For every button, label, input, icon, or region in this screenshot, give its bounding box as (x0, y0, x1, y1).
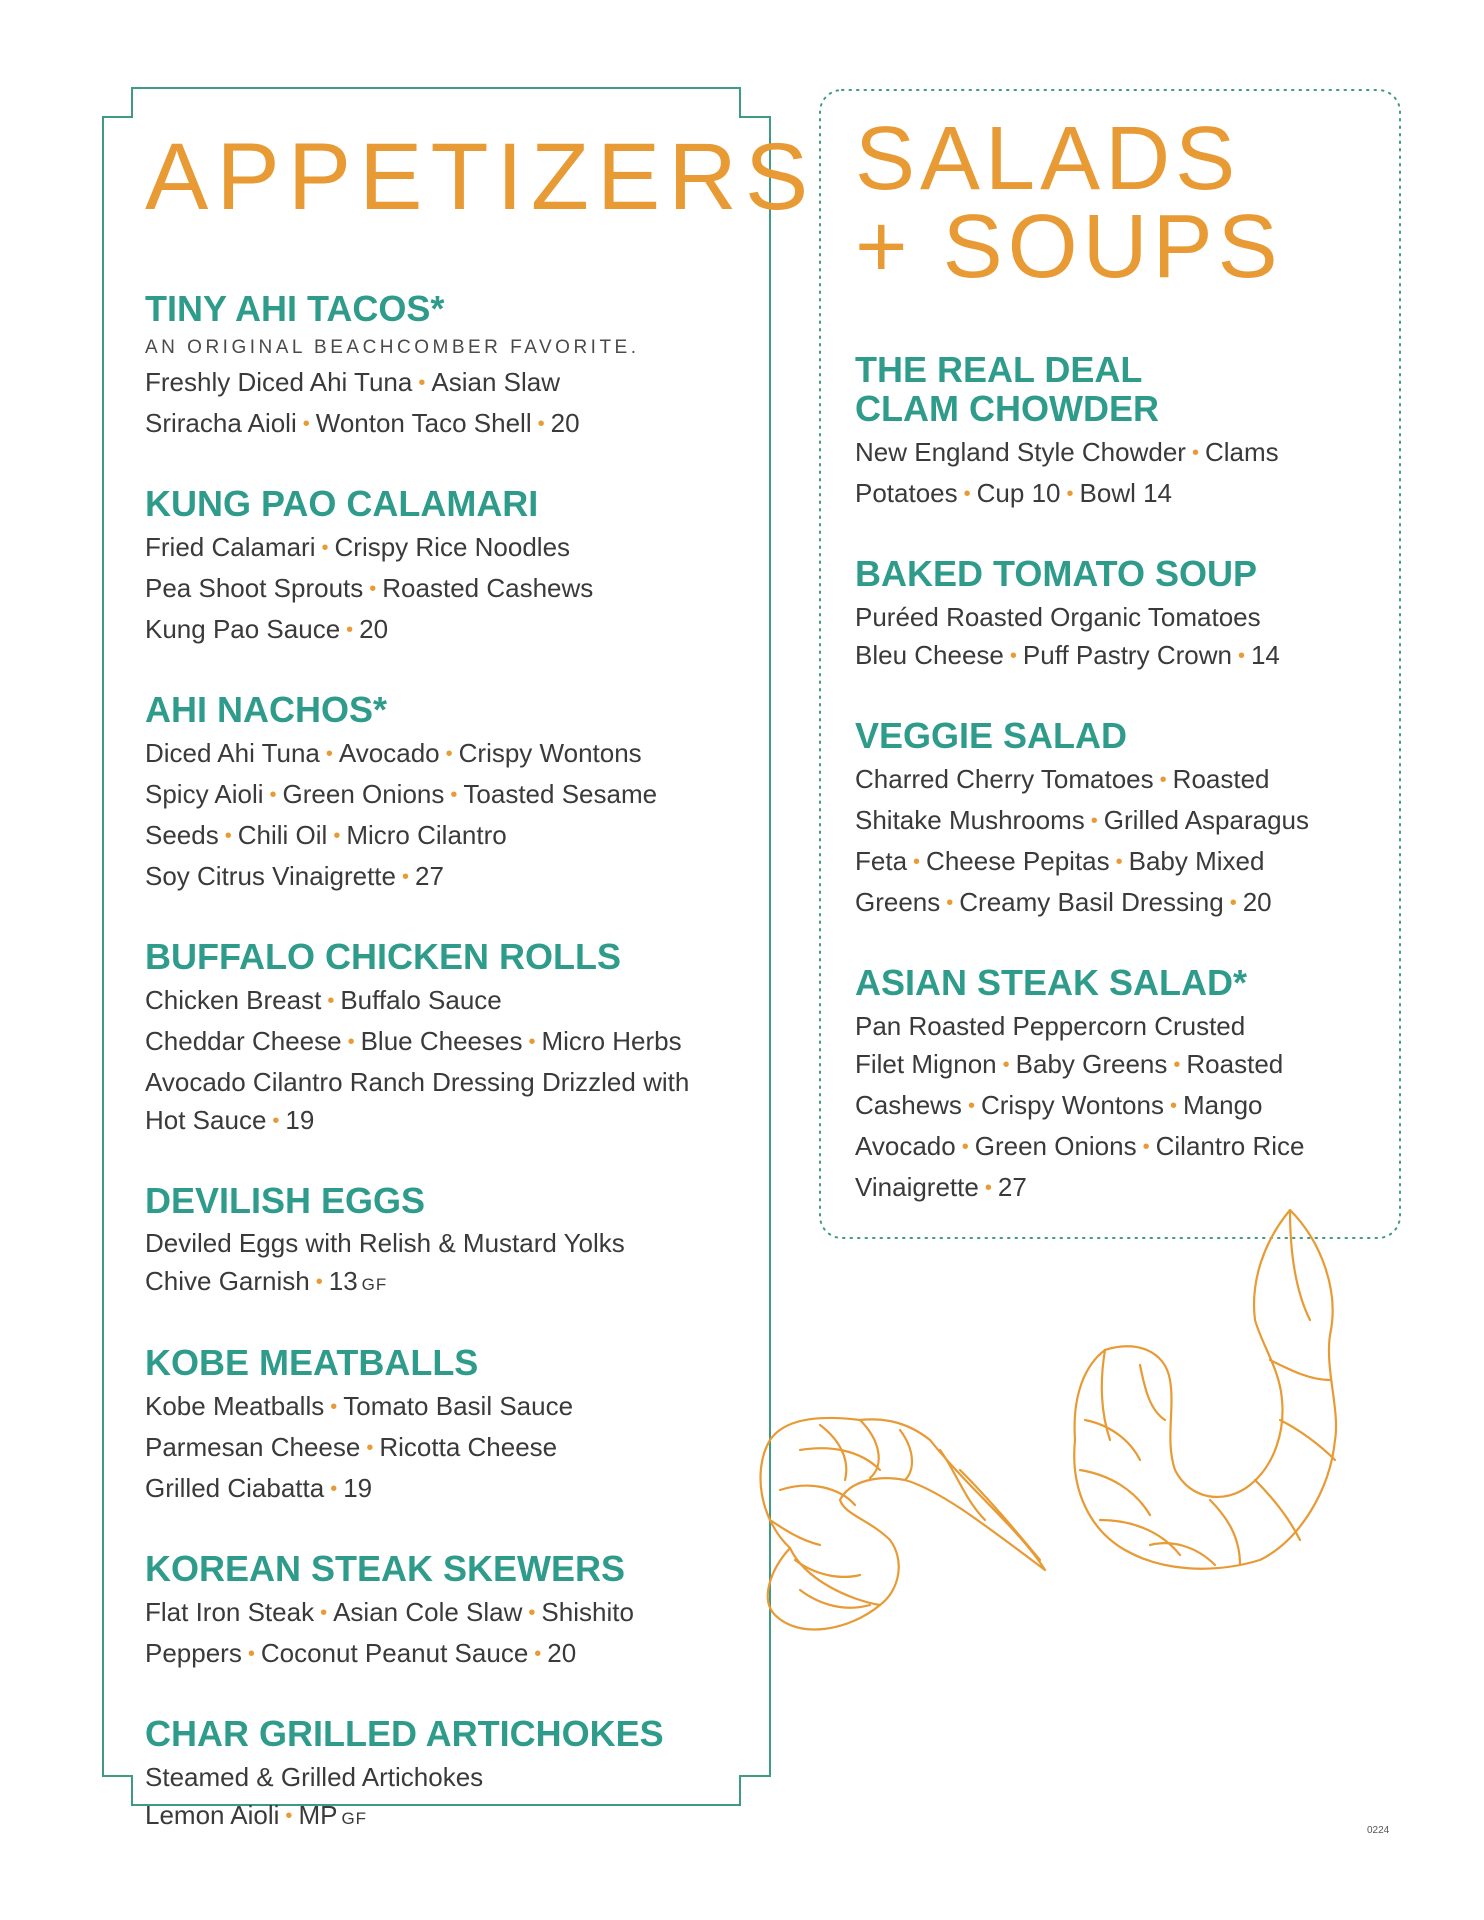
description-part: Green Onions (974, 1130, 1137, 1161)
description-line (855, 474, 1375, 515)
description-part: Cup 10 (976, 478, 1061, 509)
appetizers-list (145, 290, 745, 1838)
bullet-dot-icon: • (1009, 645, 1017, 667)
description-line (145, 1758, 745, 1796)
description-part: Grilled Asparagus (1103, 804, 1310, 835)
menu-item-name: TINY AHI TACOS* (145, 288, 445, 329)
menu-item (145, 935, 745, 1142)
description-part: 27 (997, 1171, 1027, 1202)
description-part: Freshly Diced Ahi Tuna (145, 366, 413, 397)
salads-soups-title (855, 109, 1375, 298)
description-part: 14 (1250, 640, 1280, 670)
bullet-dot-icon: • (1159, 768, 1167, 791)
description-line (855, 1045, 1375, 1086)
description-line (145, 1469, 745, 1510)
description-line (855, 1086, 1375, 1127)
menu-item-name: KOREAN STEAK SKEWERS (145, 1548, 626, 1590)
description-line (145, 610, 745, 651)
salads-soups-list (855, 351, 1375, 1208)
description-line (145, 1262, 745, 1304)
description-part: Hot Sauce (145, 1104, 267, 1135)
menu-item-name (855, 717, 1375, 756)
bullet-dot-icon: • (967, 1094, 975, 1117)
bullet-dot-icon: • (330, 1396, 338, 1419)
bullet-dot-icon: • (302, 412, 310, 435)
menu-code: 0224 (1367, 1825, 1390, 1836)
description-line (145, 1634, 745, 1675)
description-part: Crispy Wontons (980, 1089, 1164, 1120)
description-line (145, 363, 745, 404)
description-part: MP (298, 1800, 338, 1830)
description-part: Avocado (338, 737, 440, 768)
description-part: Deviled Eggs with Relish & Mustard Yolks (145, 1228, 625, 1259)
description-line (145, 775, 745, 816)
bullet-dot-icon: • (346, 618, 354, 641)
description-line (145, 857, 745, 898)
description-part: Bleu Cheese (855, 640, 1004, 670)
menu-item-name: DEVILISH EGGS (145, 1179, 426, 1221)
description-part: Mango (1183, 1089, 1263, 1120)
bullet-dot-icon: • (984, 1176, 992, 1199)
bullet-dot-icon: • (269, 783, 277, 806)
bullet-dot-icon: • (1237, 645, 1245, 667)
menu-item-tagline: AN ORIGINAL BEACHCOMBER FAVORITE. (145, 336, 640, 358)
menu-item (145, 1715, 745, 1838)
description-line (855, 760, 1375, 801)
bullet-dot-icon: • (347, 1030, 355, 1053)
description-part: Flat Iron Steak (145, 1597, 315, 1628)
bullet-dot-icon: • (327, 989, 335, 1012)
description-line (855, 883, 1375, 924)
bullet-dot-icon: • (1191, 442, 1199, 465)
bullet-dot-icon: • (1142, 1135, 1150, 1158)
description-part: New England Style Chowder (855, 437, 1186, 468)
menu-item (145, 1179, 745, 1305)
menu-item-name-line: VEGGIE SALAD (855, 715, 1128, 756)
description-part: Tomato Basil Sauce (343, 1391, 574, 1422)
salads-soups-section (855, 109, 1375, 1209)
bullet-dot-icon: • (330, 1478, 338, 1501)
description-part: Chicken Breast (145, 984, 322, 1015)
description-part: Roasted (1172, 763, 1270, 794)
description-line (855, 801, 1375, 842)
description-part: Puff Pastry Crown (1022, 640, 1232, 670)
bullet-dot-icon: • (325, 742, 333, 765)
description-part: Bowl 14 (1079, 478, 1173, 509)
description-part: 20 (359, 613, 389, 644)
description-part: Coconut Peanut Sauce (260, 1638, 529, 1669)
description-part: Roasted Cashews (382, 572, 594, 603)
description-part: 20 (550, 407, 580, 438)
description-part: Pea Shoot Sprouts (145, 572, 364, 603)
menu-item-name-line: CLAM CHOWDER (855, 388, 1159, 430)
description-part: Chili Oil (237, 819, 328, 850)
description-part: Ricotta Cheese (379, 1432, 558, 1463)
description-part: Avocado (855, 1130, 956, 1161)
description-part: Asian Cole Slaw (333, 1597, 523, 1628)
menu-item (145, 482, 745, 651)
description-line (145, 816, 745, 857)
description-part: 20 (547, 1638, 577, 1669)
description-part: Lemon Aioli (145, 1800, 280, 1830)
description-part: 19 (285, 1104, 315, 1135)
menu-item-name: KUNG PAO CALAMARI (145, 482, 539, 524)
appetizers-title: APPETIZERS (145, 124, 817, 230)
description-line (855, 636, 1375, 677)
bullet-dot-icon: • (946, 891, 954, 914)
bullet-dot-icon: • (528, 1030, 536, 1053)
menu-item-description (855, 760, 1375, 924)
bullet-dot-icon: • (913, 850, 921, 873)
menu-item-name: CHAR GRILLED ARTICHOKES (145, 1713, 664, 1755)
salads-title-line2: + SOUPS (855, 197, 1283, 298)
bullet-dot-icon: • (534, 1643, 542, 1666)
description-line (855, 842, 1375, 883)
description-line (145, 1101, 745, 1142)
description-part: Green Onions (282, 778, 445, 809)
description-part: Kobe Meatballs (145, 1391, 325, 1422)
description-line (145, 1593, 745, 1634)
description-part: 20 (1242, 886, 1272, 917)
description-part: 19 (343, 1473, 373, 1504)
description-line (145, 1224, 745, 1262)
menu-item (855, 555, 1375, 677)
description-part: Kung Pao Sauce (145, 613, 341, 644)
bullet-dot-icon: • (1169, 1094, 1177, 1117)
bullet-dot-icon: • (528, 1602, 536, 1625)
description-part: Micro Herbs (541, 1025, 682, 1056)
description-part: Peppers (145, 1638, 242, 1669)
description-part: Feta (855, 845, 908, 876)
menu-item-description (145, 363, 745, 445)
menu-item-name: KOBE MEATBALLS (145, 1342, 479, 1384)
description-part: Chive Garnish (145, 1266, 310, 1297)
description-line (855, 1168, 1375, 1209)
menu-item-description (855, 1007, 1375, 1209)
bullet-dot-icon: • (1229, 891, 1237, 914)
description-line (855, 433, 1375, 474)
description-line (145, 528, 745, 569)
description-line (145, 1428, 745, 1469)
bullet-dot-icon: • (321, 536, 329, 559)
description-part: Clams (1204, 437, 1279, 468)
description-part: Potatoes (855, 478, 958, 509)
description-part: Crispy Wontons (458, 737, 642, 768)
description-line (145, 734, 745, 775)
bullet-dot-icon: • (1115, 850, 1123, 873)
bullet-dot-icon: • (1090, 809, 1098, 832)
description-part: Fried Calamari (145, 531, 316, 562)
menu-item-name (855, 961, 1375, 1003)
menu-item (145, 290, 745, 445)
menu-item (855, 351, 1375, 515)
description-part: Charred Cherry Tomatoes (855, 763, 1154, 794)
bullet-dot-icon: • (320, 1602, 328, 1625)
bullet-dot-icon: • (315, 1271, 323, 1294)
description-part: Buffalo Sauce (340, 984, 502, 1015)
menu-item-description (145, 1758, 745, 1838)
menu-item-description (855, 433, 1375, 515)
bullet-dot-icon: • (450, 783, 458, 806)
description-part: Vinaigrette (855, 1171, 979, 1202)
bullet-dot-icon: • (961, 1135, 969, 1158)
menu-item-name: BUFFALO CHICKEN ROLLS (145, 935, 621, 977)
description-line (145, 569, 745, 610)
description-part: Shishito (541, 1597, 634, 1628)
description-part: Diced Ahi Tuna (145, 737, 320, 768)
bullet-dot-icon: • (418, 371, 426, 394)
menu-item (855, 717, 1375, 924)
bullet-dot-icon: • (369, 577, 377, 600)
description-part: Toasted Sesame (463, 778, 658, 809)
salads-title-line1: SALADS (855, 109, 1241, 209)
bullet-dot-icon: • (1066, 483, 1074, 506)
description-part: Blue Cheeses (360, 1025, 523, 1056)
menu-item-name (855, 351, 1375, 429)
menu-item-description (145, 1387, 745, 1510)
description-part: Roasted (1186, 1048, 1284, 1079)
appetizers-section (145, 124, 817, 1838)
description-part: Sriracha Aioli (145, 407, 297, 438)
menu-item-name-line: THE REAL DEAL (855, 349, 1143, 391)
description-line (145, 1063, 745, 1101)
bullet-dot-icon: • (445, 742, 453, 765)
description-line (145, 1387, 745, 1428)
description-line (855, 1007, 1375, 1045)
description-part: Shitake Mushrooms (855, 804, 1085, 835)
menu-item-description (855, 598, 1375, 677)
menu-item-name-line: BAKED TOMATO SOUP (855, 553, 1258, 595)
bullet-dot-icon: • (285, 1805, 293, 1827)
description-part: Greens (855, 886, 941, 917)
description-part: Avocado Cilantro Ranch Dressing Drizzled with (145, 1066, 690, 1097)
bullet-dot-icon: • (272, 1109, 280, 1132)
menu-item-name: AHI NACHOS* (145, 688, 388, 730)
description-part: Cheese Pepitas (926, 845, 1110, 876)
gluten-free-tag: GF (361, 1275, 388, 1295)
description-line (145, 981, 745, 1022)
bullet-dot-icon: • (224, 824, 232, 847)
menu-item-description (145, 734, 745, 898)
menu-item-description (145, 981, 745, 1142)
description-part: Wonton Taco Shell (315, 407, 532, 438)
menu-item-description (145, 1593, 745, 1675)
description-part: Micro Cilantro (346, 819, 507, 850)
description-part: Crispy Rice Noodles (334, 531, 571, 562)
description-part: Pan Roasted Peppercorn Crusted (855, 1010, 1246, 1041)
description-part: Spicy Aioli (145, 778, 264, 809)
shrimp-illustration-left (760, 1418, 1045, 1630)
description-line (855, 1127, 1375, 1168)
bullet-dot-icon: • (401, 865, 409, 888)
bullet-dot-icon: • (366, 1437, 374, 1460)
bullet-dot-icon: • (1173, 1053, 1181, 1076)
description-part: Baby Mixed (1128, 845, 1265, 876)
description-part: Soy Citrus Vinaigrette (145, 860, 396, 891)
menu-item-description (145, 528, 745, 651)
description-part: 27 (415, 860, 444, 891)
gluten-free-tag: GF (341, 1809, 368, 1828)
shrimp-illustration-right (1074, 1210, 1336, 1569)
description-part: Steamed & Grilled Artichokes (145, 1762, 484, 1792)
description-part: Cheddar Cheese (145, 1025, 342, 1056)
menu-item (145, 1344, 745, 1510)
bullet-dot-icon: • (537, 412, 545, 435)
description-part: Grilled Ciabatta (145, 1473, 325, 1504)
description-part: Filet Mignon (855, 1048, 997, 1079)
description-part: Baby Greens (1015, 1048, 1168, 1079)
menu-item-name (855, 555, 1375, 594)
description-part: Cilantro Rice (1155, 1130, 1305, 1161)
bullet-dot-icon: • (1002, 1053, 1010, 1076)
description-part: Puréed Roasted Organic Tomatoes (855, 602, 1261, 632)
description-part: Creamy Basil Dressing (959, 886, 1224, 917)
description-line (145, 404, 745, 445)
description-line (855, 598, 1375, 636)
description-part: Cashews (855, 1089, 962, 1120)
description-part: Asian Slaw (431, 366, 560, 397)
description-line (145, 1022, 745, 1063)
description-part: Parmesan Cheese (145, 1432, 361, 1463)
description-part: 13 (328, 1266, 358, 1297)
menu-item (145, 688, 745, 898)
description-line (145, 1796, 745, 1838)
menu-item (145, 1550, 745, 1675)
menu-item-name-line: ASIAN STEAK SALAD* (855, 961, 1248, 1003)
menu-item-description (145, 1224, 745, 1304)
description-part: Seeds (145, 819, 219, 850)
bullet-dot-icon: • (247, 1643, 255, 1666)
bullet-dot-icon: • (963, 483, 971, 506)
menu-item (855, 961, 1375, 1209)
bullet-dot-icon: • (333, 824, 341, 847)
